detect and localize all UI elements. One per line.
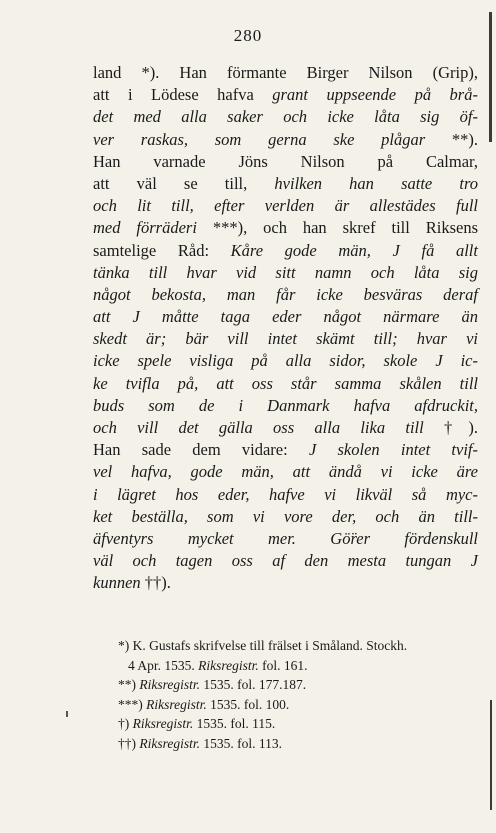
body-text: hvilken han satte tro [274, 173, 479, 193]
footnote-text: *) K. Gustafs skrifvelse till frälset i Småland. Stockh. [118, 638, 408, 653]
body-line [93, 84, 478, 106]
footnote-text: 1535. fol. 100. [206, 696, 290, 712]
body-line [93, 550, 478, 572]
footnote-text: Riksregistr. [146, 696, 207, 712]
body-text: något bekosta, man får icke besväras deraf [93, 284, 478, 304]
footnote-text: 1535. fol. 115. [193, 716, 276, 731]
body-line [93, 217, 478, 239]
body-text: Han varnade Jöns Nilson på Calmar, [93, 151, 478, 171]
footnotes [118, 636, 478, 753]
body-line [93, 328, 478, 350]
footnote-text: Riksregistr. [132, 716, 194, 731]
footnote-line [118, 675, 478, 695]
footnote-line [118, 695, 478, 715]
body-text: ver raskas, som gerna ske plågar [93, 129, 426, 149]
body-line [93, 262, 478, 284]
body-text: väl och tagen oss af den mesta tungan J [93, 551, 478, 571]
footnote-text: 1535. fol. 177.187. [200, 677, 307, 692]
body-text: det med alla saker och icke låta sig öf- [93, 107, 478, 127]
body-line [93, 284, 478, 306]
body-text: buds som de i Danmark hafva afdruckit, [93, 395, 478, 415]
body-text: med förräderi [93, 218, 197, 238]
body-text: tänka till hvar vid sitt namn och låta sig [93, 262, 478, 282]
body-text: att J måtte taga eder något närmare än [93, 307, 478, 327]
body-line [93, 417, 478, 439]
body-text: kunnen [93, 573, 141, 593]
margin-tick [66, 711, 68, 717]
footnote-text: †) [118, 716, 133, 731]
footnote-line [118, 636, 478, 656]
body-line [93, 506, 478, 528]
footnote-text: Riksregistr. [139, 735, 200, 751]
page-number: 280 [233, 26, 263, 45]
body-text: Kåre gode män, J få allt [230, 240, 478, 260]
footnote-text: 4 Apr. 1535. [128, 657, 199, 673]
body-line [93, 151, 478, 173]
body-line [93, 306, 478, 328]
footnote-line [118, 714, 478, 734]
footnote-text: ††) [118, 735, 140, 751]
body-line [93, 461, 478, 483]
footnote-text: 1535. fol. 113. [200, 735, 282, 751]
footnote-text: fol. 161. [258, 657, 308, 673]
body-text: land *). Han förmante Birger Nilson (Grip), [93, 63, 478, 82]
footnote-text: **) [118, 677, 140, 692]
body-text: vel hafva, gode män, att ändå vi icke äre [93, 462, 478, 482]
page-edge-mark-lower [490, 700, 492, 810]
body-text: att i Lödese hafva [93, 85, 273, 105]
body-line [93, 129, 478, 151]
body-text: äfventyrs mycket mer. Gö̈rer fördenskull [93, 528, 478, 548]
body-text: icke spele visliga på alla sidor, skole J ic- [93, 351, 478, 371]
body-line [93, 106, 478, 128]
footnote-text: Riksregistr. [198, 657, 259, 673]
body-text: Han sade dem vidare: [93, 440, 309, 460]
body-text: i lägret hos eder, hafve vi likväl så myc- [93, 484, 478, 504]
body-line [93, 350, 478, 372]
body-text: att väl se till, [93, 173, 275, 193]
body-text: ket beställa, som vi vore der, och än till- [93, 506, 478, 526]
body-line [93, 484, 478, 506]
footnote-text: Riksregistr. [139, 677, 200, 692]
body-line [93, 173, 478, 195]
footnote-text: ***) [118, 696, 147, 712]
body-line [93, 195, 478, 217]
body-text: J skolen intet tvif- [308, 440, 478, 460]
body-line [93, 62, 478, 84]
body-line [93, 439, 478, 461]
body-text: ††). [140, 573, 171, 593]
body-line [93, 240, 478, 262]
body-text: och lit till, efter verlden är allestädes full [93, 196, 478, 216]
body-text: och vill det gälla oss alla lika till [93, 418, 424, 437]
body-text: †). [423, 418, 478, 437]
body-line [93, 373, 478, 395]
footnote-line [118, 734, 478, 754]
body-line [93, 572, 478, 594]
body-text: ke tvifla på, att oss står samma skålen till [93, 373, 478, 393]
body-text [93, 62, 478, 595]
body-text: skedt är; bär vill intet skämt till; hvar vi [93, 329, 478, 349]
body-text: samtelige Råd: [93, 240, 231, 260]
body-text: grant uppseende på brå- [272, 85, 478, 105]
body-line [93, 395, 478, 417]
body-line [93, 528, 478, 550]
body-text: ***), och han skref till Riksens [196, 218, 479, 238]
body-text: **). [425, 129, 478, 149]
footnote-line [118, 656, 478, 676]
